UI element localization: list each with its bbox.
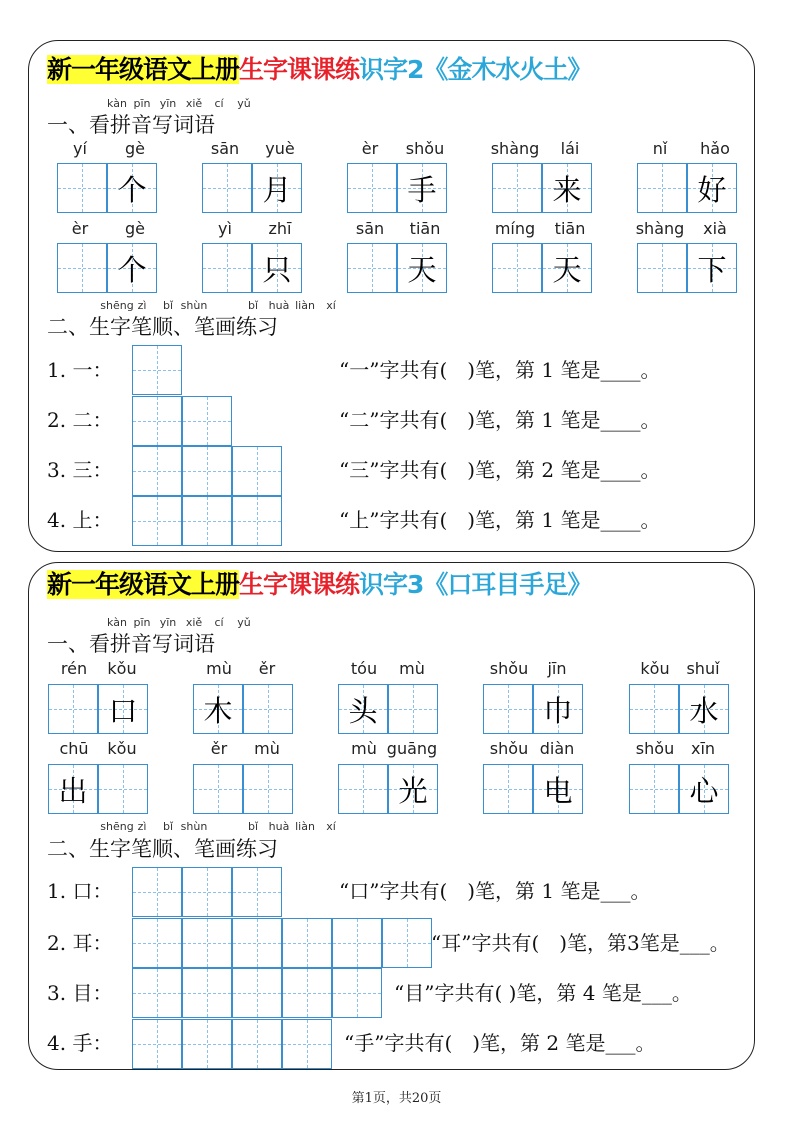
stroke-question: “耳”字共有( )笔，第3笔是___。 bbox=[431, 931, 730, 955]
writing-grid-cell[interactable] bbox=[637, 243, 687, 293]
pinyin-annotation: cí bbox=[214, 616, 224, 629]
word-pinyin: tiān bbox=[554, 219, 586, 238]
word-pinyin: diàn bbox=[539, 739, 575, 758]
writing-grid-cell[interactable] bbox=[388, 684, 438, 734]
given-character: 下 bbox=[697, 252, 727, 287]
word-pinyin: shàng bbox=[635, 219, 685, 238]
given-character: 个 bbox=[117, 252, 147, 287]
stroke-question: “手”字共有( )笔，第 2 笔是___。 bbox=[344, 1031, 656, 1055]
stroke-practice-cell[interactable] bbox=[232, 867, 282, 917]
stroke-practice-cell[interactable] bbox=[182, 867, 232, 917]
word-pinyin: tiān bbox=[409, 219, 441, 238]
word-pinyin: tóu bbox=[350, 659, 378, 678]
pinyin-annotation: bǐ bbox=[162, 820, 174, 833]
word-pinyin: yuè bbox=[265, 139, 295, 158]
writing-grid-cell[interactable] bbox=[57, 243, 107, 293]
title-part3: 识字3《口耳目手足》 bbox=[359, 570, 592, 599]
word-pinyin: sān bbox=[355, 219, 385, 238]
pinyin-annotation: xí bbox=[326, 820, 336, 833]
writing-grid-cell[interactable] bbox=[679, 684, 729, 734]
stroke-practice-cell[interactable] bbox=[132, 1019, 182, 1069]
word-pinyin: ěr bbox=[258, 659, 276, 678]
given-character: 电 bbox=[543, 773, 573, 808]
writing-grid-cell[interactable] bbox=[397, 243, 447, 293]
pinyin-annotation: xiě bbox=[185, 616, 203, 629]
pinyin-annotation: shùn bbox=[180, 820, 208, 833]
pinyin-annotation: shēng bbox=[100, 299, 134, 312]
writing-grid-cell[interactable] bbox=[637, 163, 687, 213]
given-character: 好 bbox=[697, 172, 727, 207]
stroke-practice-cell[interactable] bbox=[282, 918, 332, 968]
writing-grid-cell[interactable] bbox=[252, 163, 302, 213]
given-character: 头 bbox=[348, 693, 378, 728]
stroke-practice-cell[interactable] bbox=[282, 968, 332, 1018]
stroke-practice-cell[interactable] bbox=[182, 496, 232, 546]
word-pinyin: xīn bbox=[690, 739, 716, 758]
practice-label: 1. 口： bbox=[47, 879, 113, 903]
writing-grid-cell[interactable] bbox=[347, 163, 397, 213]
writing-grid-cell[interactable] bbox=[492, 243, 542, 293]
pinyin-annotation: pīn bbox=[133, 97, 151, 110]
stroke-practice-cell[interactable] bbox=[182, 446, 232, 496]
word-pinyin: nǐ bbox=[652, 139, 668, 158]
practice-label: 4. 手： bbox=[47, 1031, 113, 1055]
stroke-practice-cell[interactable] bbox=[182, 396, 232, 446]
given-character: 心 bbox=[689, 773, 719, 808]
given-character: 天 bbox=[407, 252, 437, 287]
writing-grid-cell[interactable] bbox=[57, 163, 107, 213]
word-pinyin: shǒu bbox=[489, 659, 529, 678]
stroke-practice-cell[interactable] bbox=[232, 496, 282, 546]
word-pinyin: ěr bbox=[210, 739, 228, 758]
stroke-question: “口”字共有( )笔，第 1 笔是___。 bbox=[339, 879, 651, 903]
stroke-practice-cell[interactable] bbox=[282, 1019, 332, 1069]
pinyin-annotation: bǐ bbox=[247, 299, 259, 312]
worksheet-section-1 bbox=[28, 40, 755, 552]
stroke-question: “三”字共有( )笔，第 2 笔是____。 bbox=[339, 458, 661, 482]
writing-grid-cell[interactable] bbox=[202, 243, 252, 293]
pinyin-annotation: zì bbox=[137, 299, 147, 312]
stroke-practice-cell[interactable] bbox=[332, 918, 382, 968]
stroke-question: “目”字共有( )笔，第 4 笔是___。 bbox=[394, 981, 692, 1005]
pinyin-annotation: liàn bbox=[295, 299, 315, 312]
pinyin-annotation: yīn bbox=[159, 616, 177, 629]
practice-label: 3. 目： bbox=[47, 981, 113, 1005]
given-character: 月 bbox=[262, 172, 292, 207]
pinyin-annotation: xí bbox=[326, 299, 336, 312]
word-pinyin: mù bbox=[399, 659, 425, 678]
stroke-question: “上”字共有( )笔，第 1 笔是____。 bbox=[339, 508, 661, 532]
word-pinyin: shǒu bbox=[405, 139, 445, 158]
stroke-practice-cell[interactable] bbox=[132, 396, 182, 446]
writing-grid-cell[interactable] bbox=[243, 684, 293, 734]
pinyin-annotation: pīn bbox=[133, 616, 151, 629]
writing-grid-cell[interactable] bbox=[202, 163, 252, 213]
stroke-practice-cell[interactable] bbox=[132, 968, 182, 1018]
given-character: 水 bbox=[689, 693, 719, 728]
stroke-practice-cell[interactable] bbox=[182, 968, 232, 1018]
word-pinyin: rén bbox=[60, 659, 88, 678]
writing-grid-cell[interactable] bbox=[338, 764, 388, 814]
word-pinyin: yí bbox=[73, 139, 87, 158]
pinyin-annotation: xiě bbox=[185, 97, 203, 110]
given-character: 手 bbox=[407, 172, 437, 207]
worksheet-title bbox=[47, 53, 591, 87]
given-character: 只 bbox=[262, 252, 292, 287]
stroke-practice-cell[interactable] bbox=[382, 918, 432, 968]
writing-grid-cell[interactable] bbox=[193, 684, 243, 734]
pinyin-annotation: yīn bbox=[159, 97, 177, 110]
stroke-practice-cell[interactable] bbox=[332, 968, 382, 1018]
word-pinyin: kǒu bbox=[640, 659, 670, 678]
word-pinyin: kǒu bbox=[107, 659, 137, 678]
pinyin-annotation: shēng bbox=[100, 820, 134, 833]
stroke-practice-cell[interactable] bbox=[132, 345, 182, 395]
writing-grid-cell[interactable] bbox=[243, 764, 293, 814]
writing-grid-cell[interactable] bbox=[347, 243, 397, 293]
pinyin-annotation: yǔ bbox=[237, 616, 251, 629]
writing-grid-cell[interactable] bbox=[48, 764, 98, 814]
heading-look-pinyin-write-words: 一、看拼音写词语 bbox=[47, 113, 215, 137]
heading-stroke-order-practice: 二、生字笔顺、笔画练习 bbox=[47, 315, 278, 339]
pinyin-annotation: shùn bbox=[180, 299, 208, 312]
writing-grid-cell[interactable] bbox=[98, 684, 148, 734]
practice-label: 4. 上： bbox=[47, 508, 113, 532]
word-pinyin: sān bbox=[210, 139, 240, 158]
stroke-practice-cell[interactable] bbox=[182, 918, 232, 968]
title-part2: 生字课课练 bbox=[239, 570, 360, 599]
word-pinyin: èr bbox=[71, 219, 89, 238]
given-character: 天 bbox=[552, 252, 582, 287]
writing-grid-cell[interactable] bbox=[687, 163, 737, 213]
stroke-practice-cell[interactable] bbox=[232, 968, 282, 1018]
word-pinyin: xià bbox=[703, 219, 727, 238]
stroke-practice-cell[interactable] bbox=[232, 918, 282, 968]
given-character: 巾 bbox=[543, 693, 573, 728]
pinyin-annotation: yǔ bbox=[237, 97, 251, 110]
title-part3: 识字2《金木水火土》 bbox=[359, 55, 592, 84]
stroke-question: “二”字共有( )笔，第 1 笔是____。 bbox=[339, 408, 661, 432]
writing-grid-cell[interactable] bbox=[98, 764, 148, 814]
writing-grid-cell[interactable] bbox=[48, 684, 98, 734]
title-part1: 新一年级语文上册 bbox=[47, 55, 240, 84]
writing-grid-cell[interactable] bbox=[629, 764, 679, 814]
pinyin-annotation: kàn bbox=[107, 616, 127, 629]
word-pinyin: mù bbox=[351, 739, 377, 758]
stroke-practice-cell[interactable] bbox=[232, 1019, 282, 1069]
writing-grid-cell[interactable] bbox=[629, 684, 679, 734]
word-pinyin: gè bbox=[125, 139, 145, 158]
writing-grid-cell[interactable] bbox=[252, 243, 302, 293]
writing-grid-cell[interactable] bbox=[397, 163, 447, 213]
stroke-practice-cell[interactable] bbox=[132, 867, 182, 917]
given-character: 木 bbox=[203, 693, 233, 728]
worksheet-section-2 bbox=[28, 562, 755, 1070]
word-pinyin: mù bbox=[206, 659, 232, 678]
pinyin-annotation: kàn bbox=[107, 97, 127, 110]
word-pinyin: jīn bbox=[547, 659, 567, 678]
pinyin-annotation: huà bbox=[268, 299, 290, 312]
word-pinyin: shǒu bbox=[635, 739, 675, 758]
given-character: 口 bbox=[108, 693, 138, 728]
writing-grid-cell[interactable] bbox=[533, 764, 583, 814]
writing-grid-cell[interactable] bbox=[107, 243, 157, 293]
word-pinyin: zhī bbox=[268, 219, 292, 238]
word-pinyin: shǒu bbox=[489, 739, 529, 758]
pinyin-annotation: cí bbox=[214, 97, 224, 110]
given-character: 光 bbox=[398, 773, 428, 808]
writing-grid-cell[interactable] bbox=[533, 684, 583, 734]
word-pinyin: yì bbox=[218, 219, 232, 238]
word-pinyin: mù bbox=[254, 739, 280, 758]
page-footer: 第1页，共20页 bbox=[351, 1091, 442, 1106]
writing-grid-cell[interactable] bbox=[492, 163, 542, 213]
title-part2: 生字课课练 bbox=[239, 55, 360, 84]
word-pinyin: chū bbox=[59, 739, 89, 758]
given-character: 出 bbox=[58, 773, 88, 808]
pinyin-annotation: huà bbox=[268, 820, 290, 833]
writing-grid-cell[interactable] bbox=[388, 764, 438, 814]
worksheet-title bbox=[47, 568, 591, 602]
word-pinyin: guāng bbox=[386, 739, 438, 758]
writing-grid-cell[interactable] bbox=[687, 243, 737, 293]
pinyin-annotation: bǐ bbox=[162, 299, 174, 312]
stroke-question: “一”字共有( )笔，第 1 笔是____。 bbox=[339, 358, 661, 382]
stroke-practice-cell[interactable] bbox=[132, 918, 182, 968]
writing-grid-cell[interactable] bbox=[338, 684, 388, 734]
word-pinyin: lái bbox=[560, 139, 580, 158]
heading-look-pinyin-write-words: 一、看拼音写词语 bbox=[47, 632, 215, 656]
practice-label: 3. 三： bbox=[47, 458, 113, 482]
given-character: 来 bbox=[552, 172, 582, 207]
word-pinyin: gè bbox=[125, 219, 145, 238]
writing-grid-cell[interactable] bbox=[542, 163, 592, 213]
word-pinyin: hǎo bbox=[700, 139, 730, 158]
pinyin-annotation: zì bbox=[137, 820, 147, 833]
practice-label: 2. 耳： bbox=[47, 931, 113, 955]
writing-grid-cell[interactable] bbox=[542, 243, 592, 293]
writing-grid-cell[interactable] bbox=[483, 764, 533, 814]
writing-grid-cell[interactable] bbox=[483, 684, 533, 734]
stroke-practice-cell[interactable] bbox=[182, 1019, 232, 1069]
word-pinyin: shàng bbox=[490, 139, 540, 158]
heading-stroke-order-practice: 二、生字笔顺、笔画练习 bbox=[47, 837, 278, 861]
writing-grid-cell[interactable] bbox=[193, 764, 243, 814]
practice-label: 1. 一： bbox=[47, 358, 113, 382]
pinyin-annotation: liàn bbox=[295, 820, 315, 833]
practice-label: 2. 二： bbox=[47, 408, 113, 432]
stroke-practice-cell[interactable] bbox=[132, 496, 182, 546]
word-pinyin: shuǐ bbox=[686, 659, 720, 678]
pinyin-annotation: bǐ bbox=[247, 820, 259, 833]
word-pinyin: míng bbox=[494, 219, 536, 238]
word-pinyin: èr bbox=[361, 139, 379, 158]
title-part1: 新一年级语文上册 bbox=[47, 570, 240, 599]
writing-grid-cell[interactable] bbox=[679, 764, 729, 814]
given-character: 个 bbox=[117, 172, 147, 207]
stroke-practice-cell[interactable] bbox=[232, 446, 282, 496]
stroke-practice-cell[interactable] bbox=[132, 446, 182, 496]
writing-grid-cell[interactable] bbox=[107, 163, 157, 213]
word-pinyin: kǒu bbox=[107, 739, 137, 758]
